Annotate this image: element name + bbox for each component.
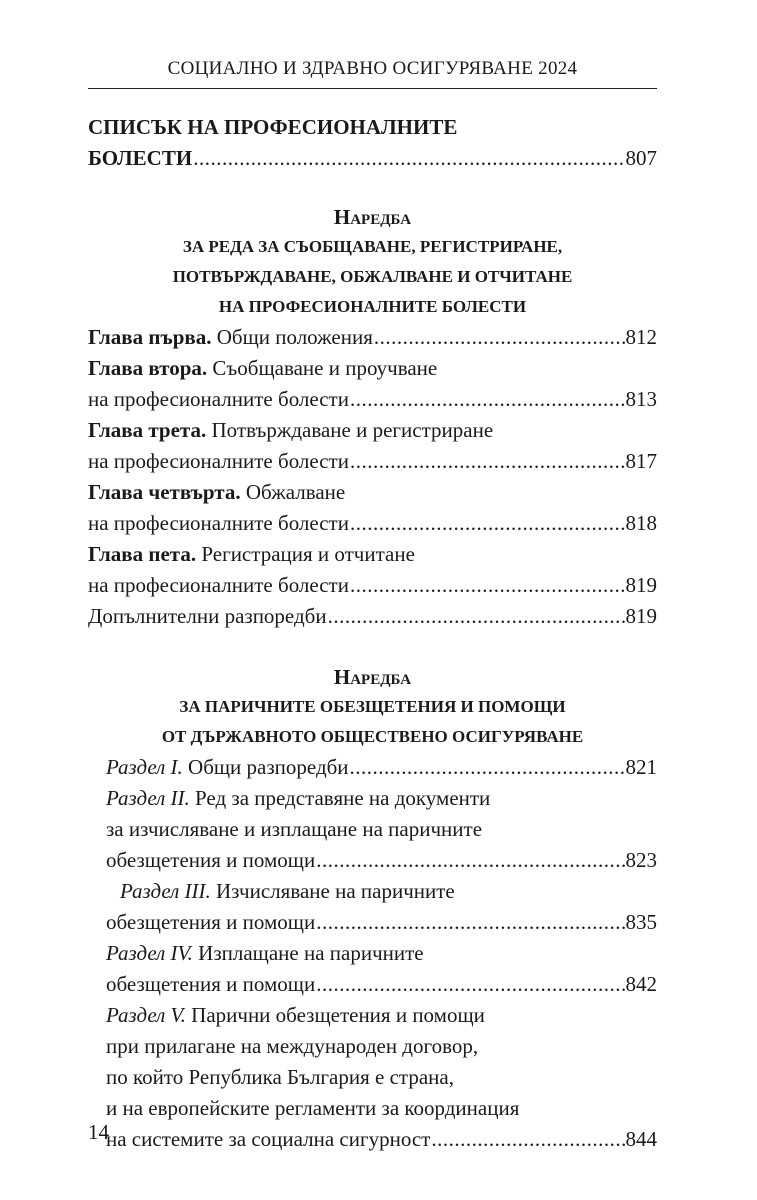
toc-entry-section-1[interactable]: [88, 752, 657, 783]
section-title-cont: обезщетения и помощи: [106, 848, 316, 872]
chapter-label: Глава втора.: [88, 356, 208, 380]
section-title: Парични обезщетения и помощи: [185, 1003, 485, 1027]
toc-page-number: 819: [625, 573, 657, 597]
toc-entry-section-2-cont[interactable]: [88, 845, 657, 876]
section-label: Раздел III.: [120, 879, 211, 903]
toc-entry-section-4-cont[interactable]: [88, 969, 657, 1000]
chapter-title: Общи положения: [211, 325, 373, 349]
section-title: Ред за представяне на документи: [189, 786, 491, 810]
dot-leader: [350, 508, 625, 539]
chapter-title-cont: на професионалните болести: [88, 449, 349, 473]
dot-leader: [328, 601, 625, 632]
section-label: Раздел II.: [106, 786, 190, 810]
chapter-label: Глава пета.: [88, 542, 197, 566]
chapter-title: Обжалване: [240, 480, 346, 504]
toc-entry-list-line2[interactable]: [88, 143, 657, 174]
ordinance-subtitle-line: НА ПРОФЕСИОНАЛНИТЕ БОЛЕСТИ: [218, 297, 527, 316]
toc-entry-chapter-5-cont[interactable]: [88, 570, 657, 601]
section-label: Раздел V.: [106, 1003, 186, 1027]
dot-leader: [316, 969, 624, 1000]
section-title-cont: при прилагане на международен договор,: [106, 1034, 479, 1058]
chapter-label: Глава трета.: [88, 418, 207, 442]
ordinance-subtitle-line: ЗА РЕДА ЗА СЪОБЩАВАНЕ, РЕГИСТРИРАНЕ,: [182, 237, 563, 256]
toc-page-number: 813: [625, 387, 657, 411]
table-of-contents: [88, 112, 657, 1155]
section-title-cont: обезщетения и помощи: [106, 972, 316, 996]
ordinance-subtitle-line: ЗА ПАРИЧНИТЕ ОБЕЗЩЕТЕНИЯ И ПОМОЩИ: [179, 697, 566, 716]
toc-page-number: 817: [625, 449, 657, 473]
chapter-label: Глава четвърта.: [88, 480, 241, 504]
toc-entry-section-3-cont[interactable]: [88, 907, 657, 938]
toc-entry-chapter-2[interactable]: [88, 353, 657, 384]
chapter-label: Глава първа.: [88, 325, 212, 349]
section-title: Изплащане на паричните: [192, 941, 424, 965]
toc-entry-section-5-cont[interactable]: [88, 1031, 657, 1062]
toc-page-number: 842: [625, 972, 657, 996]
toc-entry-chapter-4-cont[interactable]: [88, 508, 657, 539]
section-label: Раздел IV.: [106, 941, 193, 965]
toc-entry-section-5-cont[interactable]: [88, 1124, 657, 1155]
toc-entry-chapter-3-cont[interactable]: [88, 446, 657, 477]
header-rule: [88, 88, 657, 89]
toc-page-number: 844: [625, 1127, 657, 1151]
dot-leader: [350, 446, 625, 477]
toc-entry-section-2-cont[interactable]: [88, 814, 657, 845]
toc-entry-additional-provisions[interactable]: [88, 601, 657, 632]
toc-entry-label: БОЛЕСТИ: [88, 146, 193, 170]
dot-leader: [316, 907, 624, 938]
toc-entry-section-5-cont[interactable]: [88, 1093, 657, 1124]
section-title: Изчисляване на паричните: [210, 879, 455, 903]
chapter-title: Регистрация и отчитане: [196, 542, 415, 566]
toc-entry-section-2[interactable]: [88, 783, 657, 814]
toc-entry-section-4[interactable]: [88, 938, 657, 969]
section-title-cont: и на европейските регламенти за координация: [106, 1096, 520, 1120]
toc-entry-chapter-4[interactable]: [88, 477, 657, 508]
chapter-title-cont: на професионалните болести: [88, 511, 349, 535]
dot-leader: [431, 1124, 624, 1155]
chapter-title: Потвърждаване и регистриране: [206, 418, 494, 442]
dot-leader: [374, 322, 625, 353]
ordinance-subtitle-line: ПОТВЪРЖДАВАНЕ, ОБЖАЛВАНЕ И ОТЧИТАНЕ: [172, 267, 573, 286]
toc-page-number: 823: [625, 848, 657, 872]
section-title-cont: за изчисляване и изплащане на паричните: [106, 817, 483, 841]
ordinance-subtitle-line: ОТ ДЪРЖАВНОТО ОБЩЕСТВЕНО ОСИГУРЯВАНЕ: [161, 727, 584, 746]
page-number: 14: [88, 1120, 109, 1144]
toc-entry-section-3[interactable]: [88, 876, 657, 907]
section-label: Раздел I.: [106, 755, 183, 779]
toc-page-number: 812: [625, 325, 657, 349]
section-title: Общи разпоредби: [182, 755, 349, 779]
running-header: СОЦИАЛНО И ЗДРАВНО ОСИГУРЯВАНЕ 2024: [167, 58, 578, 79]
chapter-title-cont: на професионалните болести: [88, 573, 349, 597]
chapter-title-cont: на професионалните болести: [88, 387, 349, 411]
chapter-title: Допълнителни разпоредби: [88, 604, 327, 628]
toc-entry-label: СПИСЪК НА ПРОФЕСИОНАЛНИТЕ: [88, 115, 458, 139]
section-title-cont: обезщетения и помощи: [106, 910, 316, 934]
dot-leader: [316, 845, 624, 876]
dot-leader: [193, 143, 624, 174]
toc-page-number: 821: [625, 755, 657, 779]
ordinance-title: Наредба: [333, 205, 412, 229]
dot-leader: [350, 752, 625, 783]
toc-entry-list-line1[interactable]: [88, 112, 657, 143]
toc-page-number: 835: [625, 910, 657, 934]
dot-leader: [350, 570, 625, 601]
toc-entry-chapter-2-cont[interactable]: [88, 384, 657, 415]
section-title-cont: по който Република България е страна,: [106, 1065, 454, 1089]
toc-page-number: 818: [625, 511, 657, 535]
toc-entry-chapter-3[interactable]: [88, 415, 657, 446]
toc-entry-chapter-1[interactable]: [88, 322, 657, 353]
toc-entry-chapter-5[interactable]: [88, 539, 657, 570]
chapter-title: Съобщаване и проучване: [207, 356, 438, 380]
toc-page-number: 807: [625, 146, 657, 170]
section-title-cont: на системите за социална сигурност: [106, 1127, 431, 1151]
toc-page-number: 819: [625, 604, 657, 628]
ordinance-title: Наредба: [333, 665, 412, 689]
toc-entry-section-5[interactable]: [88, 1000, 657, 1031]
dot-leader: [350, 384, 625, 415]
toc-entry-section-5-cont[interactable]: [88, 1062, 657, 1093]
